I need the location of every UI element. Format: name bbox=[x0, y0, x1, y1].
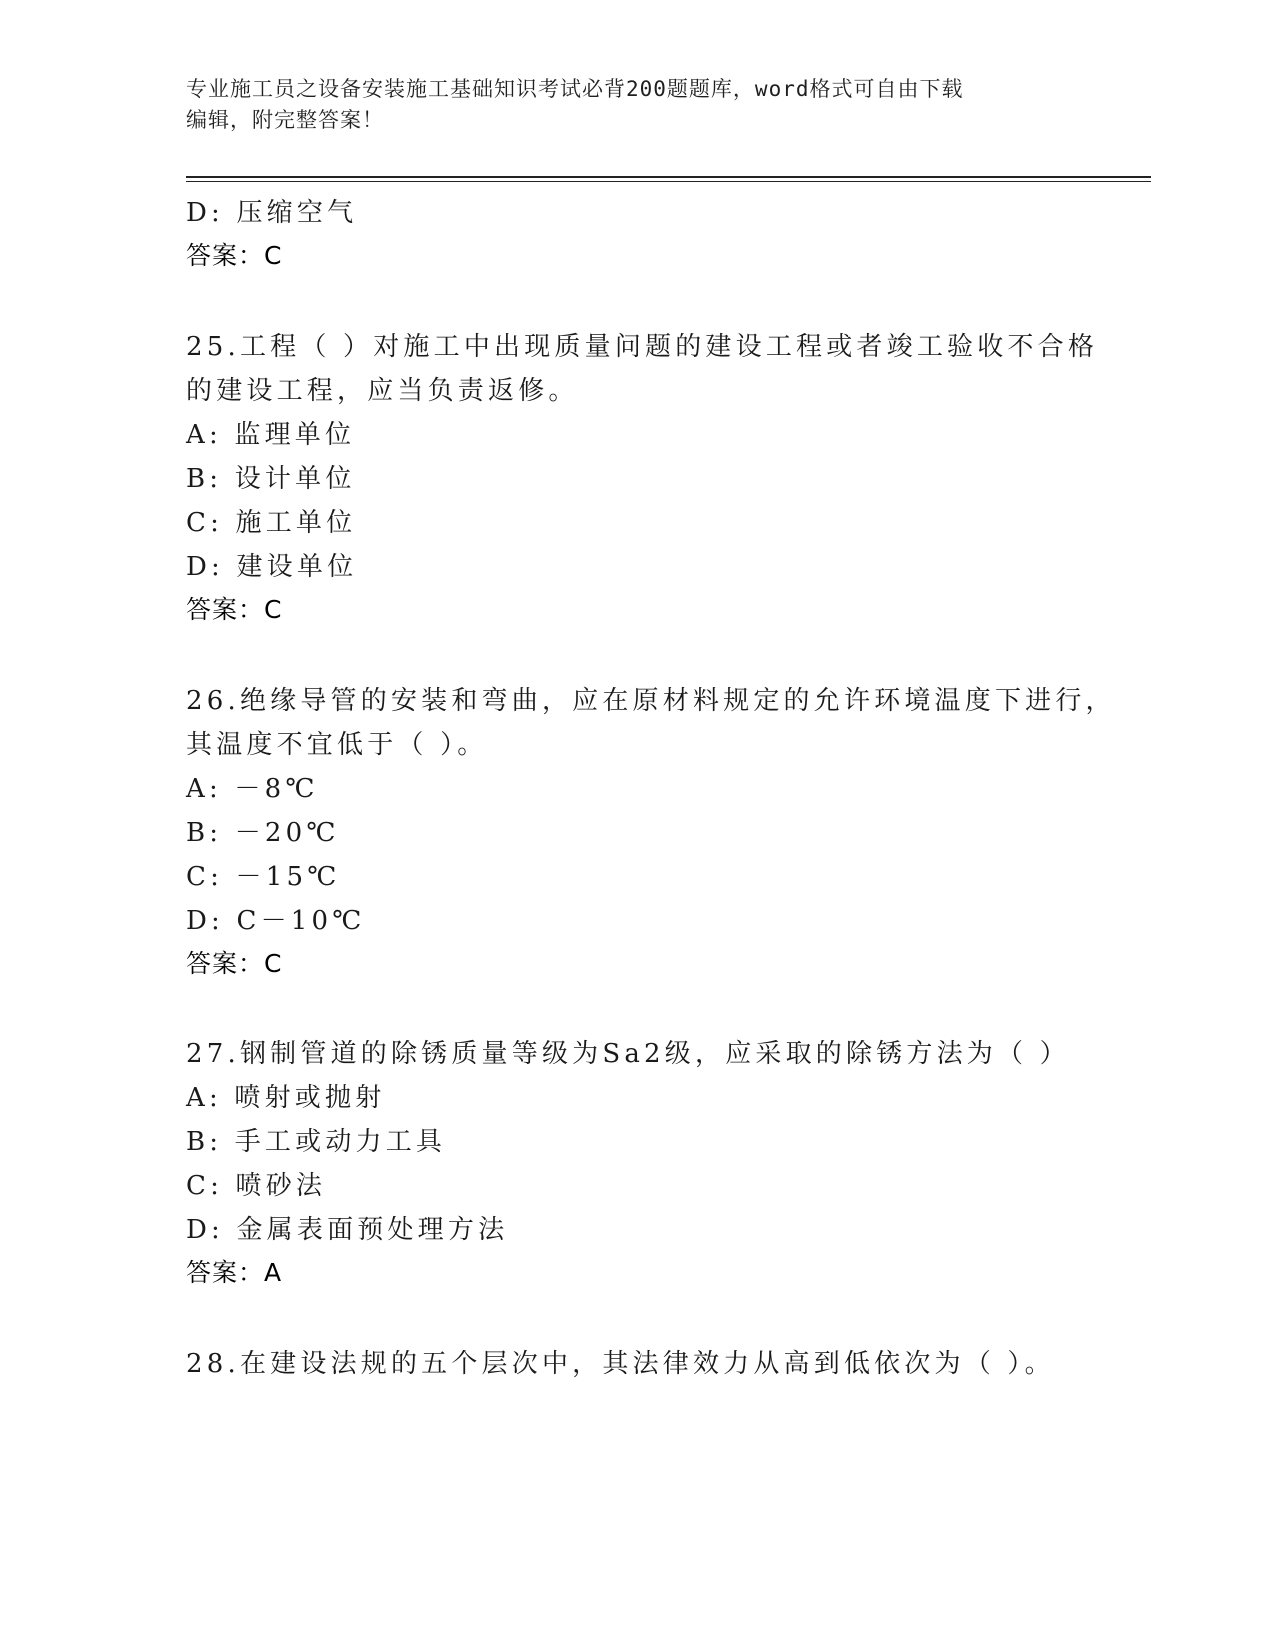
document-header bbox=[186, 74, 1086, 136]
q26-option-b: B: －20℃ bbox=[186, 818, 340, 848]
q27-answer: 答案：A bbox=[186, 1258, 283, 1287]
q25-stem-line-1: 25.工程（ ）对施工中出现质量问题的建设工程或者竣工验收不合格 bbox=[186, 332, 1099, 362]
q27-stem-line-1: 27.钢制管道的除锈质量等级为Sa2级，应采取的除锈方法为（ ） bbox=[186, 1039, 1070, 1069]
q26-stem-line-2: 其温度不宜低于（ ）。 bbox=[186, 730, 488, 760]
q25-answer: 答案：C bbox=[186, 595, 283, 624]
header-rule-thin bbox=[186, 181, 1151, 182]
q25-option-b: B: 设计单位 bbox=[186, 464, 356, 494]
header-line-1: 专业施工员之设备安装施工基础知识考试必背200题题库，word格式可自由下载 bbox=[186, 77, 964, 101]
q26-option-c: C: －15℃ bbox=[186, 862, 341, 892]
prev-option-d: D: 压缩空气 bbox=[186, 198, 358, 228]
q26-stem-line-1: 26.绝缘导管的安装和弯曲，应在原材料规定的允许环境温度下进行， bbox=[186, 686, 1116, 716]
q27-option-d: D: 金属表面预处理方法 bbox=[186, 1215, 509, 1245]
prev-answer: 答案：C bbox=[186, 241, 283, 270]
q25-option-a: A: 监理单位 bbox=[186, 420, 356, 450]
q26-option-d: D: C－10℃ bbox=[186, 906, 366, 936]
q27-option-a: A: 喷射或抛射 bbox=[186, 1083, 386, 1113]
q25-option-c: C: 施工单位 bbox=[186, 508, 357, 538]
q26-answer: 答案：C bbox=[186, 949, 283, 978]
header-line-2: 编辑，附完整答案！ bbox=[186, 108, 384, 132]
q25-stem-line-2: 的建设工程，应当负责返修。 bbox=[186, 376, 579, 406]
q26-option-a: A: －8℃ bbox=[186, 774, 319, 804]
q27-option-b: B: 手工或动力工具 bbox=[186, 1127, 447, 1157]
q25-option-d: D: 建设单位 bbox=[186, 552, 358, 582]
q28-stem-line-1: 28.在建设法规的五个层次中，其法律效力从高到低依次为（ ）。 bbox=[186, 1349, 1055, 1379]
header-rule-thick bbox=[186, 176, 1151, 178]
q27-option-c: C: 喷砂法 bbox=[186, 1171, 327, 1201]
